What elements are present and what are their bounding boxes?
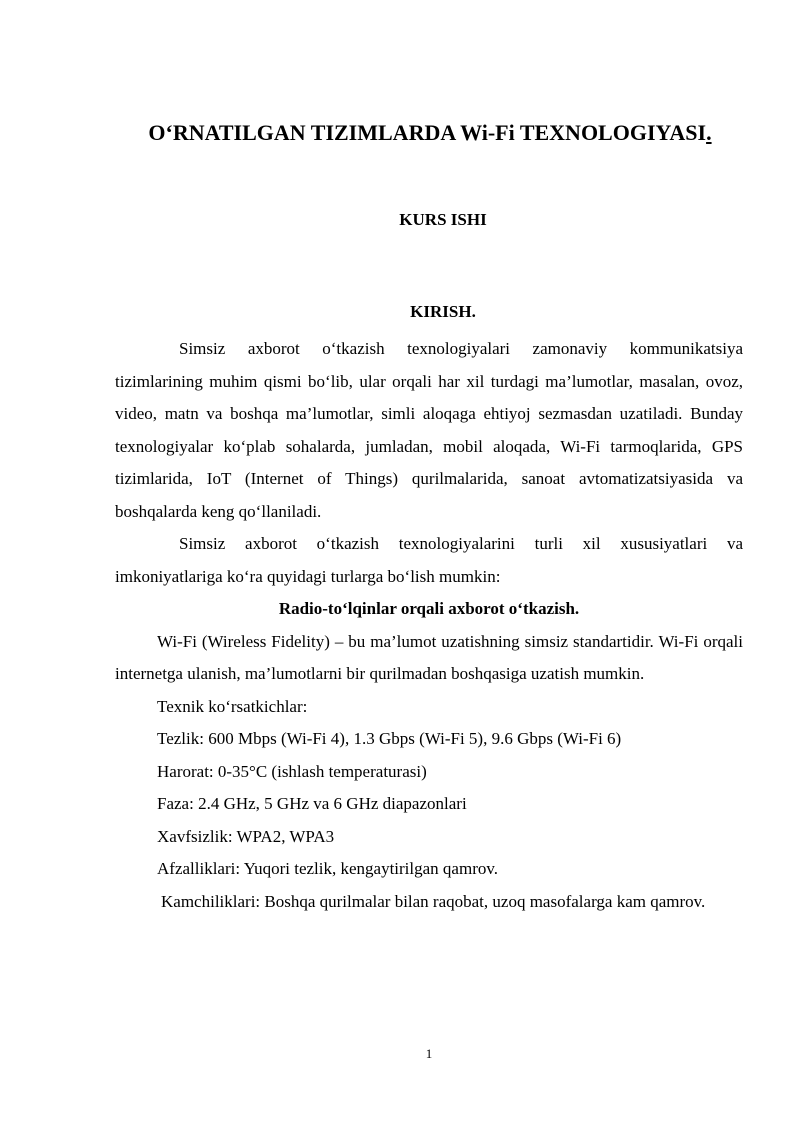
section-heading-intro: KIRISH. <box>410 302 476 321</box>
paragraph-wifi: Wi-Fi (Wireless Fidelity) – bu ma’lumot uzatishning simsiz standartidir. Wi-Fi orqali internetga ulanish, ma’lumotlarni bir qurilmadan boshqasiga uzatish mumkin. <box>115 631 743 683</box>
paragraph-intro-1: Simsiz axborot o‘tkazish texnologiyalari zamonaviy kommunikatsiya tizimlarining muhim qismi bo‘lib, ular orqali har xil turdagi ma’lumotlar, masalan, ovoz, video, matn va boshqa ma’lumotlar, simli aloqaga ehtiyoj sezmasdan uzatiladi. Bunday texnologiyalar ko‘plab sohalarda, jumladan, mobil aloqada, Wi-Fi tarmoqlarida, GPS tizimlarida, IoT (Internet of Things) qurilmalarida, sanoat avtomatizatsiyasida va boshqalarda keng qo‘llaniladi. <box>115 339 743 521</box>
spec-line-temperature: Harorat: 0-35°C (ishlash temperaturasi) <box>157 761 427 781</box>
document-title <box>0 120 800 146</box>
spec-line-header: Texnik ko‘rsatkichlar: <box>157 696 308 716</box>
paragraph-intro-2: Simsiz axborot o‘tkazish texnologiyalarini turli xil xususiyatlari va imkoniyatlariga ko‘ra quyidagi turlarga bo‘lish mumkin: <box>115 534 743 586</box>
subsection-heading: Radio-to‘lqinlar orqali axborot o‘tkazish. <box>278 599 580 618</box>
spec-line-advantages: Afzalliklari: Yuqori tezlik, kengaytirilgan qamrov. <box>157 859 498 878</box>
title-text: O‘RNATILGAN TIZIMLARDA Wi-Fi TEXNOLOGIYASI <box>148 120 707 145</box>
document-subtitle: KURS ISHI <box>399 210 487 229</box>
spec-line-speed: Tezlik: 600 Mbps (Wi-Fi 4), 1.3 Gbps (Wi-Fi 5), 9.6 Gbps (Wi-Fi 6) <box>157 729 622 748</box>
spec-line-security: Xavfsizlik: WPA2, WPA3 <box>157 826 335 846</box>
page-number: 1 <box>425 1046 433 1061</box>
paragraph-drawbacks: Kamchiliklari: Boshqa qurilmalar bilan raqobat, uzoq masofalarga kam qamrov. <box>161 891 706 911</box>
spec-line-frequency: Faza: 2.4 GHz, 5 GHz va 6 GHz diapazonlari <box>157 794 467 813</box>
document-body <box>115 333 743 918</box>
title-dot: . <box>706 120 712 145</box>
